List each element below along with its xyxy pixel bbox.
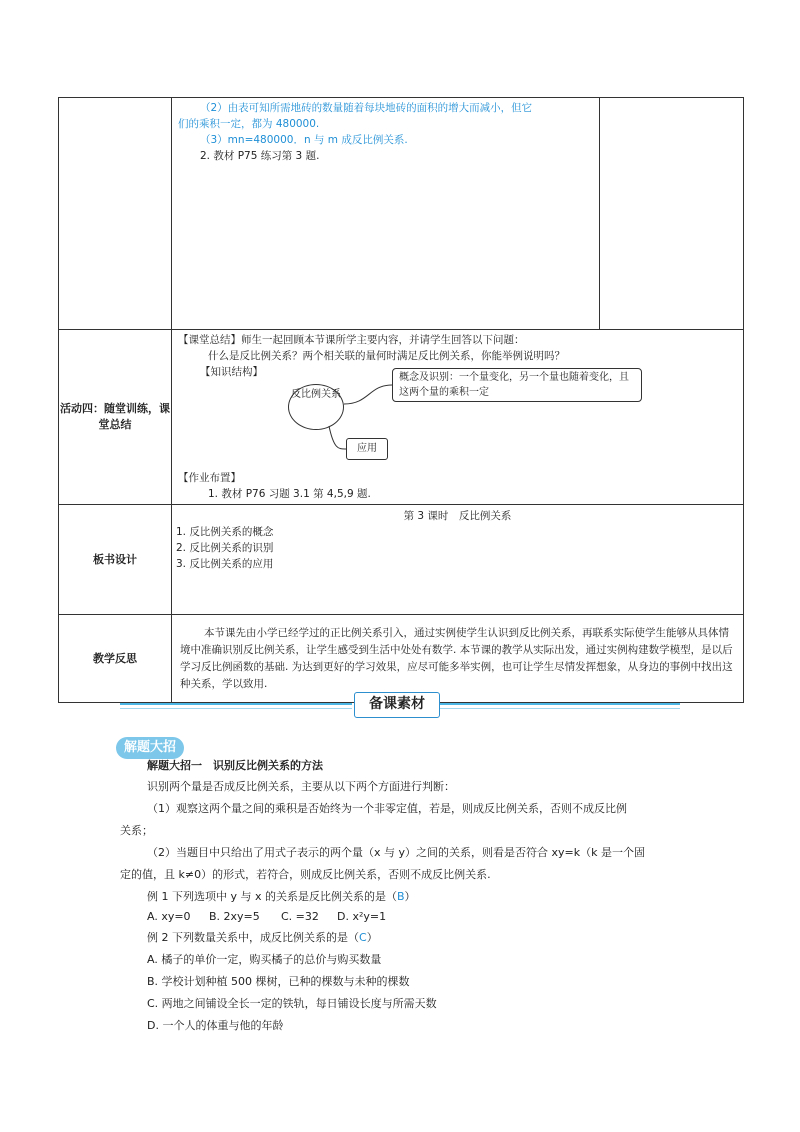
method-point-2b: 定的值，且 k≠0）的形式，若符合，则成反比例关系，否则不成反比例关系. bbox=[120, 868, 491, 881]
option-b: B. 2xy=5 bbox=[209, 910, 260, 923]
board-list bbox=[172, 524, 743, 572]
reflection-label: 教学反思 bbox=[59, 615, 172, 703]
method-title: 解题大招一 识别反比例关系的方法 bbox=[147, 759, 323, 772]
reflection-text: 本节课先由小学已经学过的正比例关系引入，通过实例使学生认识到反比例关系，再联系实际使学生能够从具体情境中准确识别反比例关系，让学生感受到生活中处处有数学. 本节课的教学从实际出发，通过实例构建数学模型，是以后学习反比例函数的基础. 为达到更好的学习效果，应尽可能多举实例，也可让学生尽情发挥想象，从身边的事例中找出这种关系，学以致用. bbox=[180, 627, 733, 690]
mindmap-branch-concept: 概念及识别：一个量变化，另一个量也随着变化，且这两个量的乘积一定 bbox=[392, 368, 642, 402]
example-2-option-c: C. 两地之间铺设全长一定的铁轨，每日铺设长度与所需天数 bbox=[147, 997, 437, 1010]
method-point-1b: 关系； bbox=[120, 824, 153, 837]
table-row-summary bbox=[59, 330, 744, 505]
board-item: 1. 反比例关系的概念 bbox=[176, 526, 274, 538]
summary-line bbox=[178, 332, 737, 348]
example-1-options bbox=[147, 908, 747, 926]
table-row-board bbox=[59, 505, 744, 615]
practice-content-cell bbox=[172, 98, 600, 330]
banner-line-right-thin bbox=[440, 708, 680, 709]
method-point-2a: （2）当题目中只给出了用式子表示的两个量（x 与 y）之间的关系，则看是否符合 xy=k（k 是一个固 bbox=[147, 846, 645, 859]
example-2-text: 例 2 下列数量关系中，成反比例关系的是（ bbox=[147, 931, 359, 944]
board-label: 板书设计 bbox=[59, 505, 172, 615]
example-2-answer: C bbox=[359, 931, 367, 944]
text-line: 2. 教材 P75 练习第 3 题. bbox=[200, 150, 320, 162]
text-line: （2）由表可知所需地砖的数量随着每块地砖的面积的增大而减小，但它 bbox=[200, 102, 533, 114]
example-2-option-a: A. 橘子的单价一定，购买橘子的总价与购买数量 bbox=[147, 953, 382, 966]
option-a: A. xy=0 bbox=[147, 910, 191, 923]
example-1-answer: B bbox=[397, 890, 405, 903]
example-2-close: ） bbox=[366, 931, 378, 944]
mindmap-center: 反比例关系 bbox=[288, 384, 344, 430]
table-row-practice bbox=[59, 98, 744, 330]
example-1-question bbox=[147, 888, 747, 906]
method-point-1a: （1）观察这两个量之间的乘积是否始终为一个非零定值，若是，则成反比例关系，否则不成反比例 bbox=[147, 802, 627, 815]
empty-side-cell bbox=[600, 98, 744, 330]
text-line: （3）mn=480000．n 与 m 成反比例关系. bbox=[200, 134, 408, 146]
text-line: 们的乘积一定，都为 480000. bbox=[178, 118, 320, 130]
homework-text: 1. 教材 P76 习题 3.1 第 4,5,9 题. bbox=[208, 488, 371, 500]
structure-head: 【知识结构】 bbox=[200, 366, 263, 378]
banner-line-left-thin bbox=[120, 708, 352, 709]
summary-content-cell bbox=[172, 330, 744, 505]
summary-head: 【课堂总结】 bbox=[178, 334, 241, 346]
mindmap-branch-application: 应用 bbox=[346, 438, 388, 460]
reflection-content-cell bbox=[172, 615, 744, 703]
activity-label: 活动四：随堂训练，课堂总结 bbox=[59, 330, 172, 505]
option-d: D. x²y=1 bbox=[337, 910, 387, 923]
option-c: C. =32 bbox=[281, 910, 319, 923]
example-1-close: ） bbox=[404, 890, 416, 903]
banner-line-left bbox=[120, 703, 352, 705]
homework-head: 【作业布置】 bbox=[178, 472, 241, 484]
lesson-plan-table bbox=[58, 97, 744, 703]
board-item: 2. 反比例关系的识别 bbox=[176, 542, 274, 554]
example-1-text: 例 1 下列选项中 y 与 x 的关系是反比例关系的是（ bbox=[147, 890, 397, 903]
example-2-question bbox=[147, 929, 747, 947]
summary-text: 师生一起回顾本节课所学主要内容，并请学生回答以下问题： bbox=[241, 334, 525, 346]
section-tag: 解题大招 bbox=[116, 737, 184, 759]
example-2-option-d: D. 一个人的体重与他的年龄 bbox=[147, 1019, 284, 1032]
example-2-option-b: B. 学校计划种植 500 棵树，已种的棵数与未种的棵数 bbox=[147, 975, 410, 988]
board-item: 3. 反比例关系的应用 bbox=[176, 558, 274, 570]
board-title: 第 3 课时 反比例关系 bbox=[403, 510, 512, 522]
method-intro: 识别两个量是否成反比例关系，主要从以下两个方面进行判断： bbox=[147, 780, 455, 793]
banner-line-right bbox=[440, 703, 680, 705]
board-content-cell bbox=[172, 505, 744, 615]
table-row-reflection bbox=[59, 615, 744, 703]
question-text: 什么是反比例关系？两个相关联的量何时满足反比例关系，你能举例说明吗？ bbox=[208, 350, 565, 362]
empty-label-cell bbox=[59, 98, 172, 330]
section-banner: 备课素材 bbox=[354, 692, 440, 718]
